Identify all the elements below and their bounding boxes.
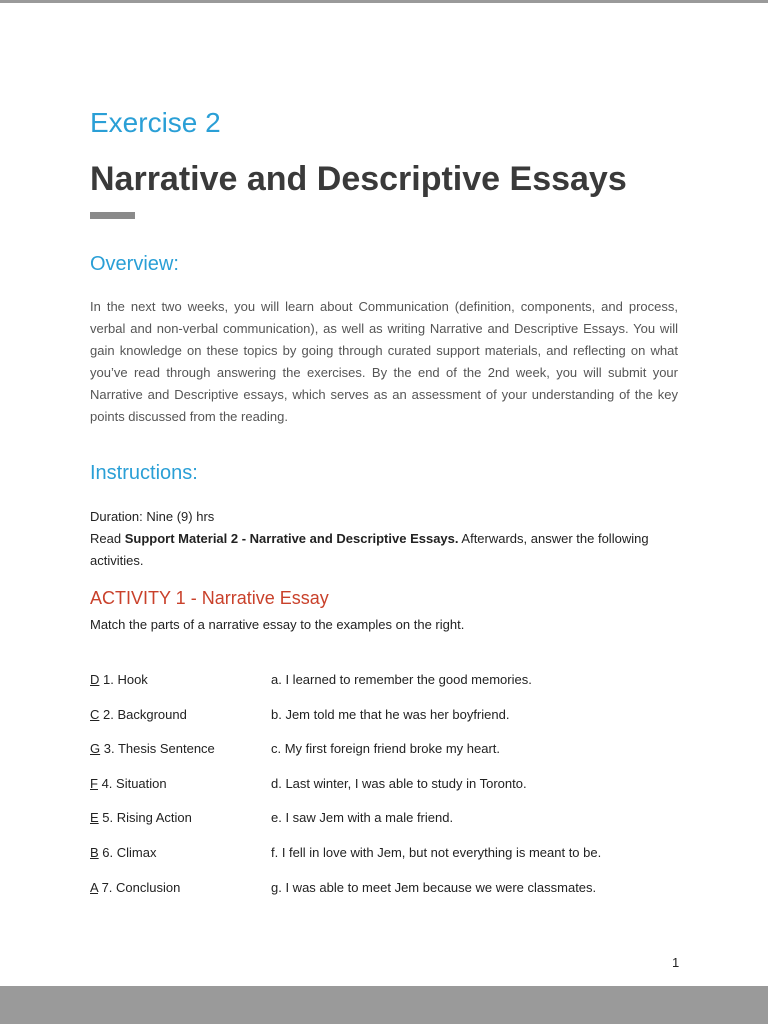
answer-letter: F bbox=[90, 775, 98, 791]
title-underline-bar bbox=[90, 212, 135, 219]
top-rule bbox=[0, 0, 768, 3]
part-label: 7. Conclusion bbox=[97, 879, 181, 895]
essay-part bbox=[90, 672, 148, 687]
example-text: f. I fell in love with Jem, but not everything is meant to be. bbox=[271, 844, 602, 860]
answer-letter: A bbox=[90, 879, 98, 895]
part-label: 1. Hook bbox=[99, 672, 148, 687]
list-item bbox=[90, 707, 678, 742]
instructions-block bbox=[90, 506, 678, 572]
list-item bbox=[90, 741, 678, 776]
answer-letter: B bbox=[90, 844, 99, 860]
duration-text: Duration: Nine (9) hrs bbox=[90, 509, 215, 524]
answer-letter: E bbox=[90, 810, 99, 826]
list-item bbox=[90, 810, 678, 845]
read-suffix: Afterwards, answer the following activities. bbox=[90, 531, 649, 568]
activity-description: Match the parts of a narrative essay to the examples on the right. bbox=[90, 617, 465, 632]
matching-list bbox=[90, 672, 678, 914]
list-item bbox=[90, 776, 678, 811]
example-text: c. My first foreign friend broke my heart. bbox=[271, 741, 501, 757]
essay-part bbox=[90, 776, 167, 791]
essay-part bbox=[90, 707, 187, 722]
answer-letter: D bbox=[90, 672, 100, 687]
list-item bbox=[90, 845, 678, 880]
read-instruction bbox=[90, 528, 678, 572]
example-text: a. I learned to remember the good memories. bbox=[271, 672, 532, 687]
activity-heading: ACTIVITY 1 - Narrative Essay bbox=[90, 588, 329, 608]
support-material-reference: Support Material 2 - Narrative and Descriptive Essays. bbox=[124, 531, 459, 546]
part-label: 6. Climax bbox=[98, 844, 157, 860]
part-label: 5. Rising Action bbox=[98, 810, 192, 826]
essay-part bbox=[90, 880, 180, 895]
example-text: d. Last winter, I was able to study in Toronto. bbox=[271, 775, 527, 791]
part-label: 3. Thesis Sentence bbox=[100, 741, 215, 757]
part-label: 4. Situation bbox=[97, 775, 167, 791]
bottom-band bbox=[0, 986, 768, 1024]
essay-part bbox=[90, 845, 156, 860]
overview-heading: Overview: bbox=[90, 253, 179, 275]
exercise-label: Exercise 2 bbox=[90, 107, 221, 138]
list-item bbox=[90, 880, 678, 915]
answer-letter: G bbox=[90, 741, 101, 757]
essay-part bbox=[90, 810, 192, 825]
example-text: e. I saw Jem with a male friend. bbox=[271, 810, 454, 826]
read-prefix: Read bbox=[90, 531, 125, 546]
answer-letter: C bbox=[90, 706, 100, 722]
part-label: 2. Background bbox=[99, 706, 187, 722]
example-text: b. Jem told me that he was her boyfriend. bbox=[271, 706, 510, 722]
list-item bbox=[90, 672, 678, 707]
page-title: Narrative and Descriptive Essays bbox=[90, 160, 627, 198]
example-text: g. I was able to meet Jem because we were classmates. bbox=[271, 879, 597, 895]
overview-paragraph: In the next two weeks, you will learn about Communication (definition, components, and process, verbal and non-verbal communication), as well as writing Narrative and Descriptive Essays. You will gain knowledge on these topics by going through curated support materials, and reflecting on what you’ve read through answering the exercises. By the end of the 2nd week, you will submit your Narrative and Descriptive essays, which serves as an assessment of your understanding of the key points discussed from the reading. bbox=[90, 299, 678, 424]
page-number: 1 bbox=[672, 955, 680, 970]
essay-part bbox=[90, 741, 215, 756]
instructions-heading: Instructions: bbox=[90, 462, 198, 484]
